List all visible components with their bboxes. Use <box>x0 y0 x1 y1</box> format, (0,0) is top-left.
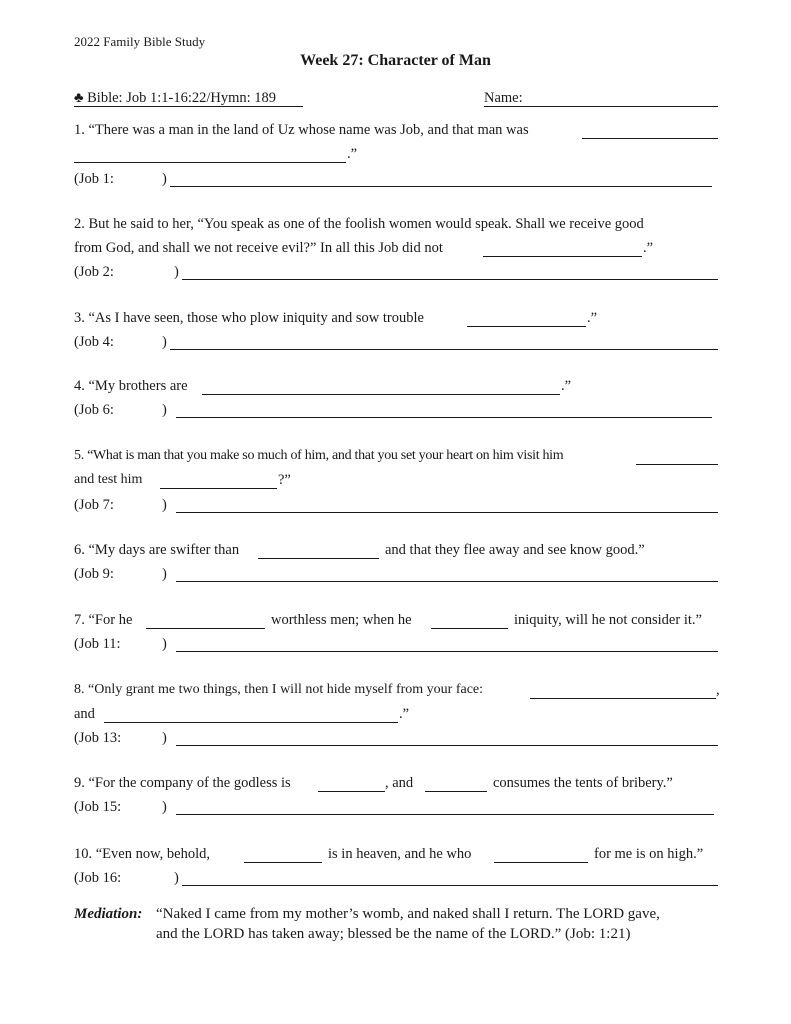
q5-blank-1[interactable] <box>636 464 718 465</box>
q6-blank-1[interactable] <box>258 558 379 559</box>
q4-ref-blank[interactable] <box>176 417 712 418</box>
meditation-line-2: and the LORD has taken away; blessed be the name of the LORD.” (Job: 1:21) <box>156 926 631 942</box>
q2-end: .” <box>643 240 654 256</box>
q7-ref-blank[interactable] <box>176 651 718 652</box>
q10-end: for me is on high.” <box>594 846 704 862</box>
club-icon: ♣ <box>74 90 84 106</box>
q9-ref-label: (Job 15: <box>74 799 122 815</box>
q1-ref-blank[interactable] <box>170 186 712 187</box>
q9-mid: , and <box>385 775 414 791</box>
q8-line2: and <box>74 706 95 722</box>
q4-end: .” <box>561 378 572 394</box>
q1-blank-1[interactable] <box>582 138 718 139</box>
reading-line <box>74 90 276 107</box>
meditation-line-1: “Naked I came from my mother’s womb, and naked shall I return. The LORD gave, <box>156 906 660 922</box>
q2-blank-1[interactable] <box>483 256 642 257</box>
question-6: 6. “My days are swifter than <box>74 542 240 558</box>
q3-end: .” <box>587 310 598 326</box>
q7-mid: worthless men; when he <box>271 612 412 628</box>
q8-blank-2[interactable] <box>104 722 398 723</box>
series-title: 2022 Family Bible Study <box>74 34 206 49</box>
q3-blank-1[interactable] <box>467 326 586 327</box>
q1-ref-label: (Job 1: <box>74 171 114 187</box>
q2-ref-label: (Job 2: <box>74 264 114 280</box>
q10-ref-close: ) <box>174 870 179 886</box>
question-10: 10. “Even now, behold, <box>74 846 210 862</box>
q8-ref-label: (Job 13: <box>74 730 122 746</box>
q2-line2: from God, and shall we not receive evil?” In all this Job did not <box>74 240 443 256</box>
q3-ref-label: (Job 4: <box>74 334 114 350</box>
q1-ref-close: ) <box>162 171 167 187</box>
question-5: 5. “What is man that you make so much of him, and that you set your heart on him visit him <box>74 448 564 463</box>
q5-ref-close: ) <box>162 497 167 513</box>
page-title: Week 27: Character of Man <box>300 52 491 69</box>
q10-ref-label: (Job 16: <box>74 870 122 886</box>
reading-underline <box>74 106 303 107</box>
q7-blank-2[interactable] <box>431 628 508 629</box>
q5-line2: and test him <box>74 472 143 487</box>
question-3: 3. “As I have seen, those who plow iniquity and sow trouble <box>74 310 424 326</box>
q1-end: .” <box>347 146 358 162</box>
q5-ref-blank[interactable] <box>176 512 718 513</box>
q5-blank-2[interactable] <box>160 488 277 489</box>
q1-blank-2[interactable] <box>74 162 346 163</box>
q8-blank-1[interactable] <box>530 698 716 699</box>
q10-blank-1[interactable] <box>244 862 322 863</box>
q10-mid: is in heaven, and he who <box>328 846 472 862</box>
question-8: 8. “Only grant me two things, then I will not hide myself from your face: <box>74 682 484 697</box>
name-field[interactable] <box>484 106 718 107</box>
q6-ref-close: ) <box>162 566 167 582</box>
q8-ref-close: ) <box>162 730 167 746</box>
q9-blank-2[interactable] <box>425 791 487 792</box>
q6-ref-label: (Job 9: <box>74 566 114 582</box>
q6-end: and that they flee away and see know good.” <box>385 542 645 558</box>
q9-blank-1[interactable] <box>318 791 385 792</box>
q2-ref-close: ) <box>174 264 179 280</box>
q6-ref-blank[interactable] <box>176 581 718 582</box>
question-4: 4. “My brothers are <box>74 378 188 394</box>
q7-end: iniquity, will he not consider it.” <box>514 612 702 628</box>
q9-ref-blank[interactable] <box>176 814 714 815</box>
q4-ref-label: (Job 6: <box>74 402 114 418</box>
q8-ref-blank[interactable] <box>176 745 718 746</box>
q10-ref-blank[interactable] <box>182 885 718 886</box>
q5-ref-label: (Job 7: <box>74 497 114 513</box>
question-7: 7. “For he <box>74 612 133 628</box>
q5-end: ?” <box>278 472 291 488</box>
question-1: 1. “There was a man in the land of Uz whose name was Job, and that man was <box>74 122 529 138</box>
meditation-label: Mediation: <box>74 906 143 922</box>
q2-ref-blank[interactable] <box>182 279 718 280</box>
q7-ref-close: ) <box>162 636 167 652</box>
q7-blank-1[interactable] <box>146 628 265 629</box>
q4-ref-close: ) <box>162 402 167 418</box>
question-2: 2. But he said to her, “You speak as one of the foolish women would speak. Shall we receive good <box>74 216 644 232</box>
reading-text: Bible: Job 1:1-16:22/Hymn: 189 <box>87 90 277 106</box>
q3-ref-close: ) <box>162 334 167 350</box>
q9-ref-close: ) <box>162 799 167 815</box>
q4-blank-1[interactable] <box>202 394 560 395</box>
q9-end: consumes the tents of bribery.” <box>493 775 673 791</box>
q7-ref-label: (Job 11: <box>74 636 121 652</box>
q3-ref-blank[interactable] <box>170 349 718 350</box>
question-9: 9. “For the company of the godless is <box>74 775 291 791</box>
name-label: Name: <box>484 90 523 106</box>
q8-comma: , <box>716 682 720 698</box>
q10-blank-2[interactable] <box>494 862 588 863</box>
q8-end: .” <box>399 706 410 722</box>
